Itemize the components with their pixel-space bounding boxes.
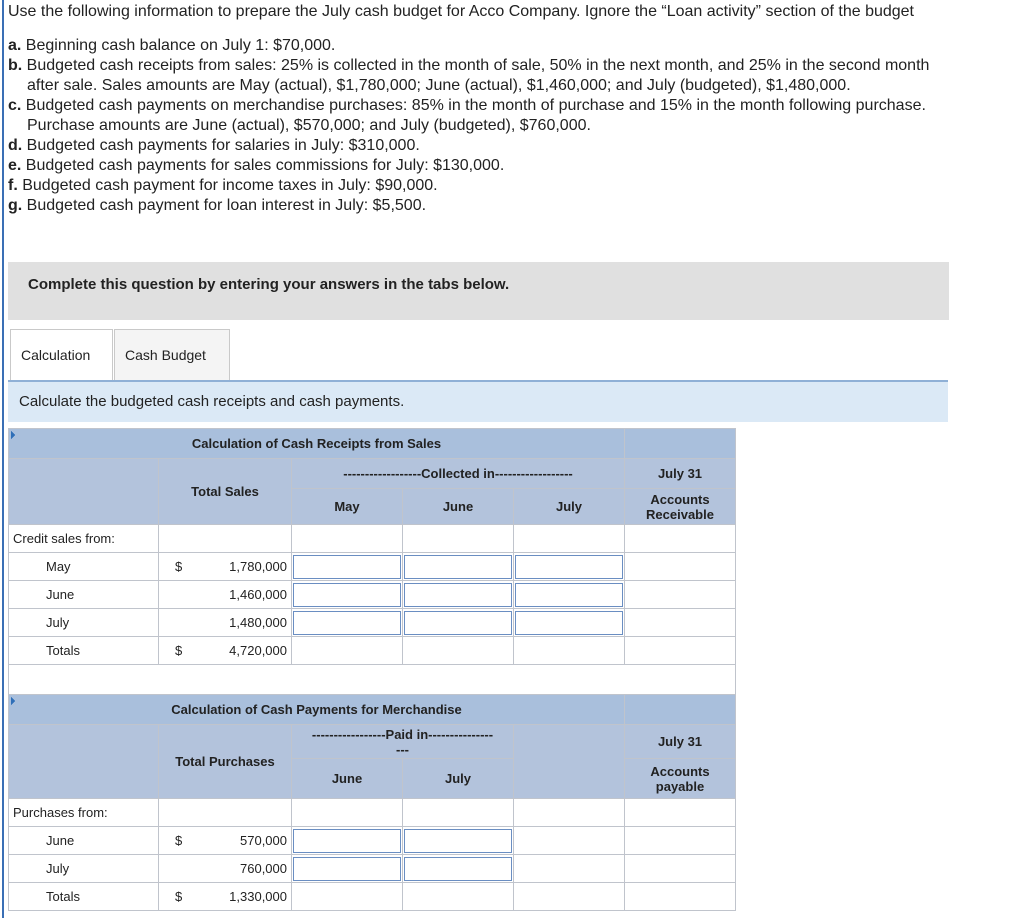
left-accent-bar (2, 0, 4, 918)
june-collected-june-input[interactable] (404, 583, 512, 607)
table-row: June $ 570,000 (9, 827, 736, 855)
month-header-july: July (403, 759, 514, 799)
cash-receipts-table (8, 428, 736, 695)
instructions-banner (8, 262, 949, 320)
table-row: Totals $ 1,330,000 (9, 883, 736, 911)
banner-text: Complete this question by entering your answers in the tabs below. (28, 276, 510, 293)
july-collected-may-input[interactable] (293, 611, 401, 635)
total-purchases-header: Total Purchases (159, 725, 292, 799)
total-sales-header: Total Sales (159, 459, 292, 525)
cash-payments-table (8, 694, 736, 911)
payments-title: Calculation of Cash Payments for Merchandise (9, 695, 625, 725)
may-collected-july-input[interactable] (515, 555, 623, 579)
item-d: d. Budgeted cash payments for salaries in July: $310,000. (8, 137, 420, 154)
june-collected-july-input[interactable] (515, 583, 623, 607)
month-header-may: May (292, 489, 403, 525)
table-row: July 760,000 (9, 855, 736, 883)
table-row: July 1,480,000 (9, 609, 736, 637)
item-e: e. Budgeted cash payments for sales commissions for July: $130,000. (8, 157, 505, 174)
may-collected-may-input[interactable] (293, 555, 401, 579)
ap-date-header: July 31 (625, 725, 736, 759)
july-collected-june-input[interactable] (404, 611, 512, 635)
problem-statement (8, 2, 1018, 216)
problem-lead: Use the following information to prepare the July cash budget for Acco Company. Ignore the “Loan activity” section of the budget (8, 3, 914, 20)
june-collected-may-input[interactable] (293, 583, 401, 607)
payments-blank-header (9, 725, 159, 799)
receipts-title-spacer (625, 429, 736, 459)
collected-in-header: ------------------Collected in------------------ (292, 459, 625, 489)
ap-label-header: Accounts payable (625, 759, 736, 799)
tab-calculation[interactable]: Calculation (10, 329, 113, 382)
paid-in-header: -----------------Paid in--------------- --- (292, 725, 514, 759)
ar-date-header: July 31 (625, 459, 736, 489)
july-paid-july-input[interactable] (404, 857, 512, 881)
month-header-june: June (292, 759, 403, 799)
month-header-june: June (403, 489, 514, 525)
item-c: c. Budgeted cash payments on merchandise purchases: 85% in the month of purchase and 15% in the month following purchase. Purchase amounts are June (actual), $570,000; and July (budgeted), $760,000. (8, 97, 926, 134)
receipts-blank-header (9, 459, 159, 525)
item-b: b. Budgeted cash receipts from sales: 25% is collected in the month of sale, 50% in the next month, and 25% in the second month after sale. Sales amounts are May (actual), $1,780,000; June (actual), $1,460,000; and July (budgeted), $1,480,000. (8, 57, 930, 94)
purchases-from-label: Purchases from: (9, 799, 159, 827)
item-g: g. Budgeted cash payment for loan interest in July: $5,500. (8, 197, 427, 214)
table-row: May $ 1,780,000 (9, 553, 736, 581)
july-paid-june-input[interactable] (293, 857, 401, 881)
july-collected-july-input[interactable] (515, 611, 623, 635)
item-f: f. Budgeted cash payment for income taxes in July: $90,000. (8, 177, 438, 194)
ar-label-header: Accounts Receivable (625, 489, 736, 525)
table-row: June 1,460,000 (9, 581, 736, 609)
receipts-title: Calculation of Cash Receipts from Sales (9, 429, 625, 459)
june-paid-june-input[interactable] (293, 829, 401, 853)
table-row: Totals $ 4,720,000 (9, 637, 736, 665)
tab-cash-budget[interactable]: Cash Budget (114, 329, 230, 381)
credit-sales-label: Credit sales from: (9, 525, 159, 553)
instruction-text: Calculate the budgeted cash receipts and cash payments. (19, 393, 405, 410)
may-collected-june-input[interactable] (404, 555, 512, 579)
june-paid-july-input[interactable] (404, 829, 512, 853)
month-header-july: July (514, 489, 625, 525)
item-a: a. Beginning cash balance on July 1: $70,000. (8, 37, 336, 54)
tab-instruction (8, 380, 948, 422)
